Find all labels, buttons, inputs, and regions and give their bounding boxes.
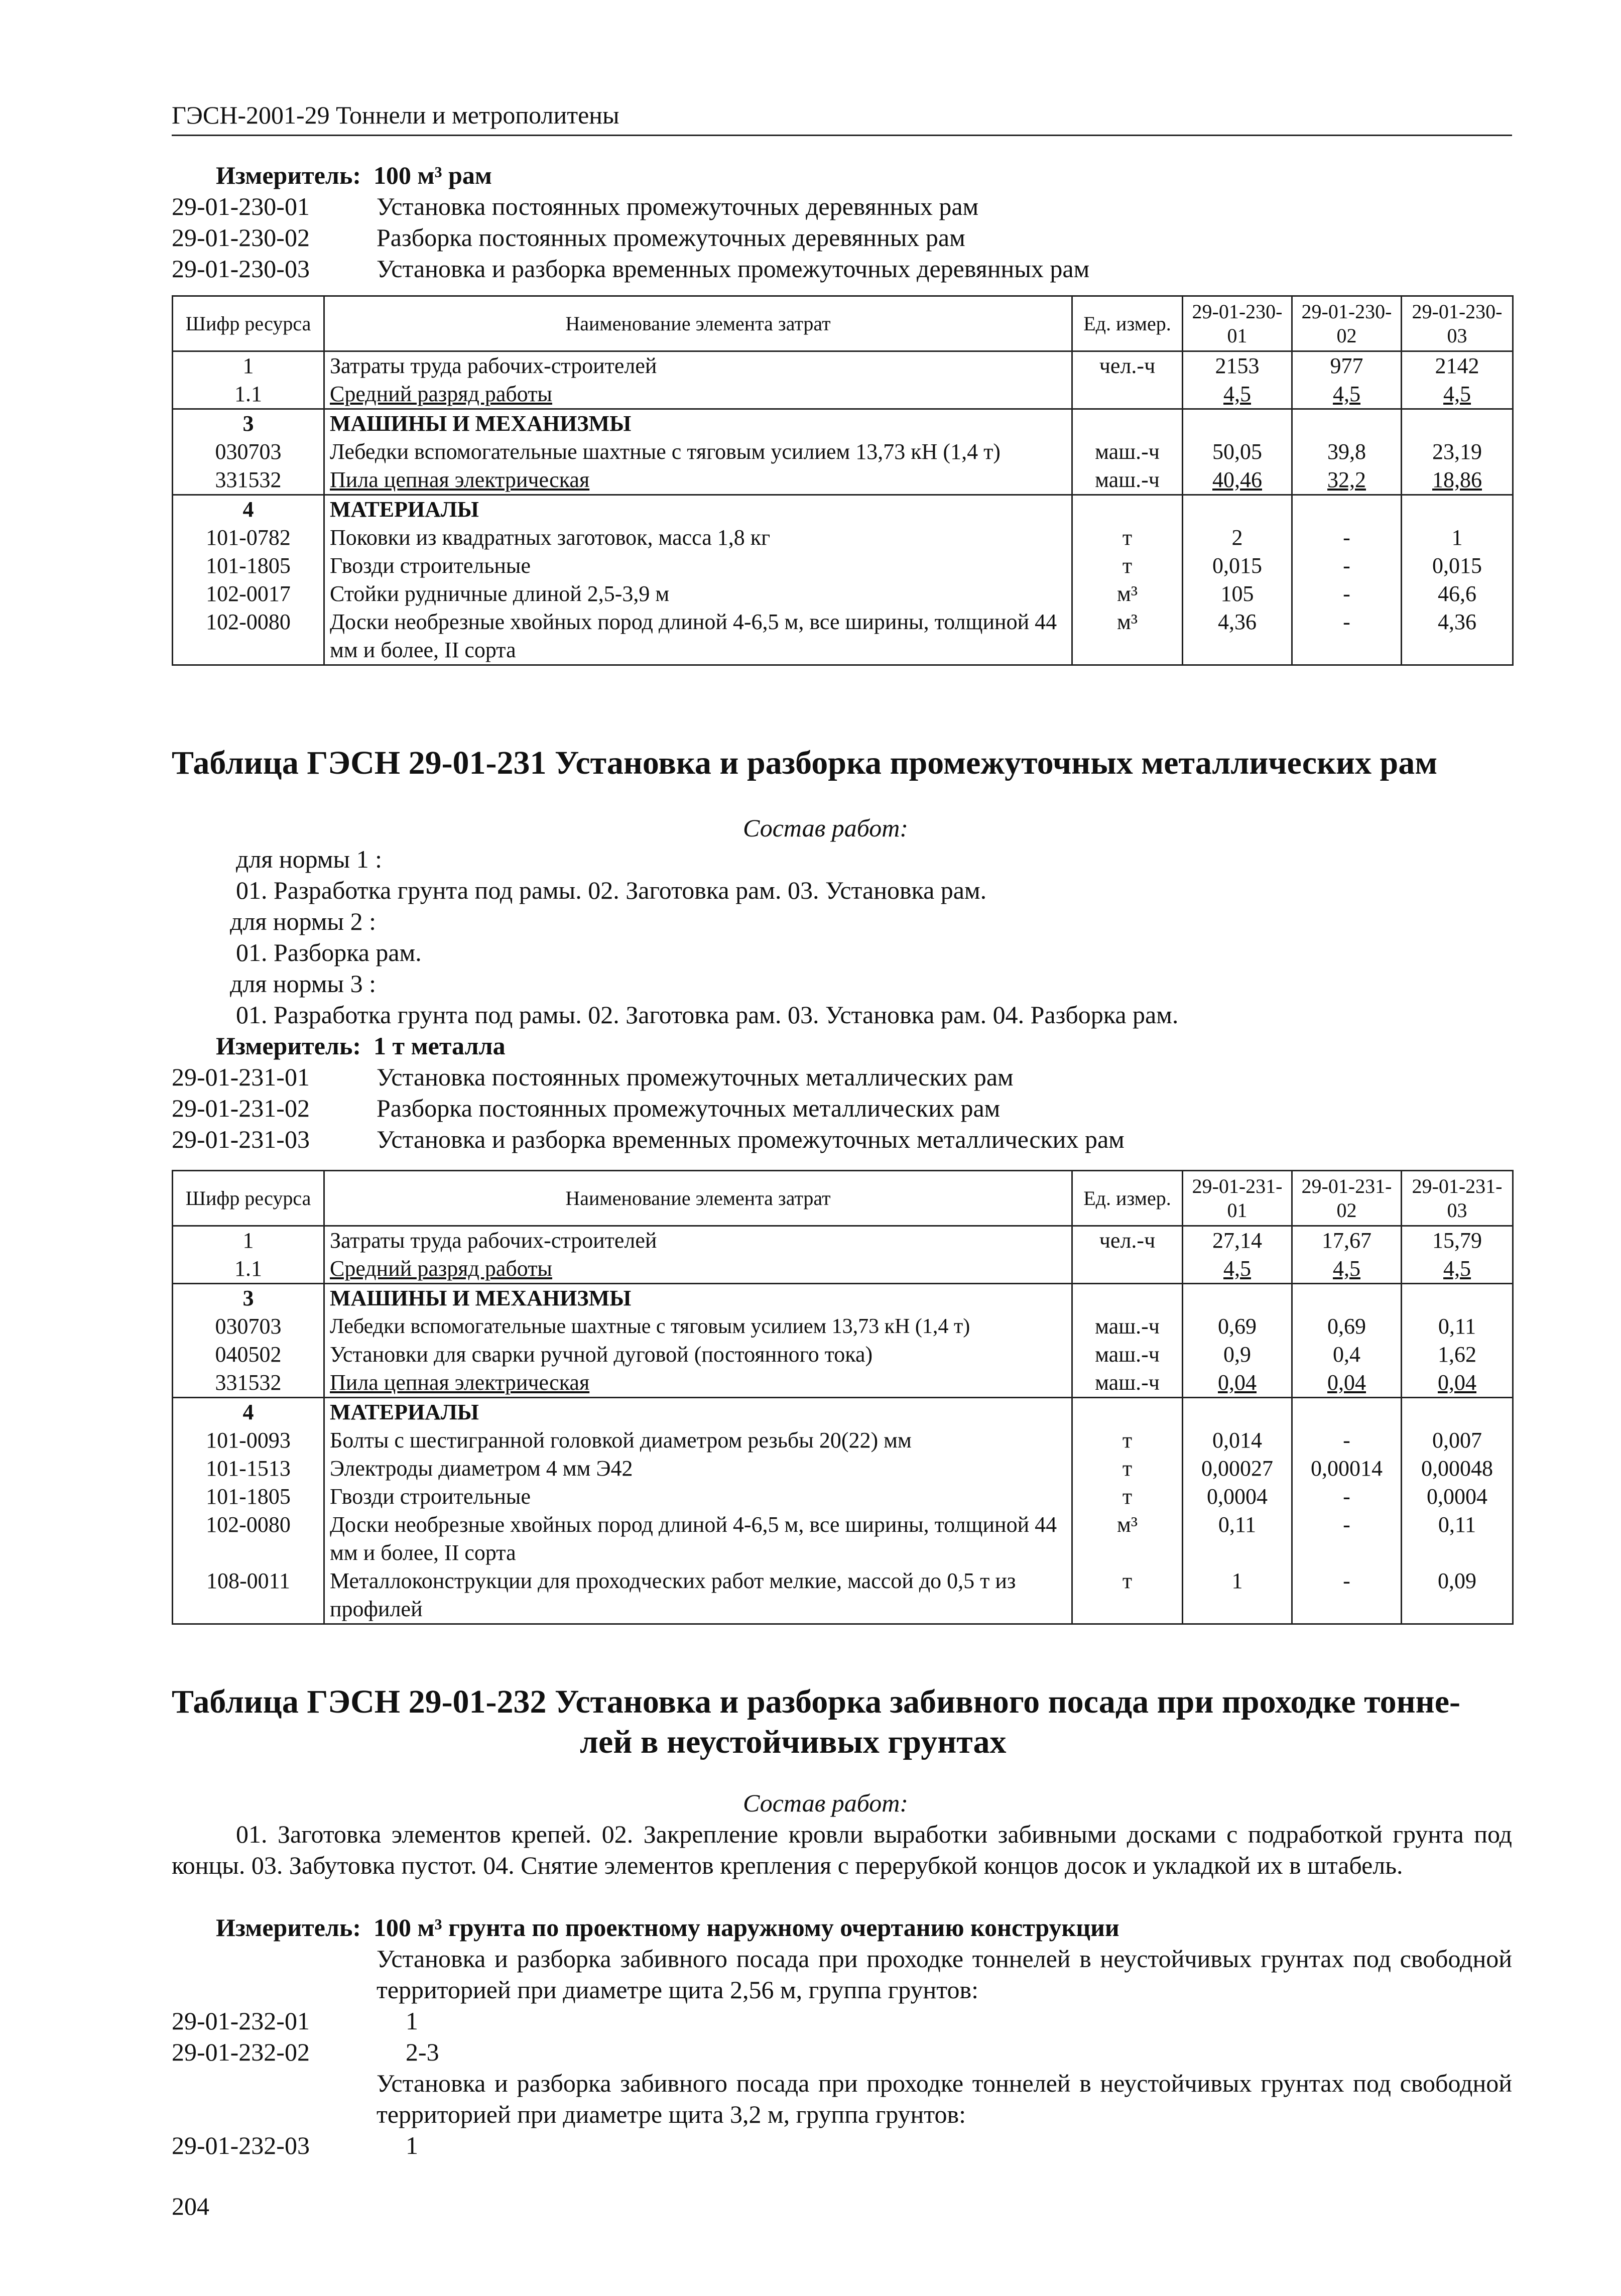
value-cell: - (1292, 1511, 1402, 1567)
resource-code: 102-0017 (173, 580, 324, 608)
resource-code: 101-0093 (173, 1426, 324, 1455)
header-cell: 29-01-231-02 (1292, 1171, 1402, 1226)
value-cell: 0,0004 (1402, 1483, 1513, 1511)
value-cell: 4,36 (1402, 608, 1513, 665)
value-cell: 17,67 (1292, 1226, 1402, 1255)
value-cell: 4,5 (1292, 380, 1402, 409)
running-header: ГЭСН-2001-29 Тоннели и метрополитены (172, 101, 619, 129)
value-cell: - (1292, 552, 1402, 580)
table-row (173, 1369, 1513, 1398)
resource-unit: т (1072, 524, 1183, 552)
header-cell: 29-01-231-01 (1183, 1171, 1292, 1226)
resource-name: Пила цепная электрическая (324, 466, 1072, 495)
value-cell: - (1292, 1567, 1402, 1624)
norm-text: 1 (406, 2007, 418, 2035)
header-cell: Шифр ресурса (173, 296, 324, 351)
value-cell: 0,015 (1402, 552, 1513, 580)
resource-code: 030703 (173, 1312, 324, 1341)
resource-unit: маш.-ч (1072, 466, 1183, 495)
value-cell: 977 (1292, 351, 1402, 381)
table-row (173, 552, 1513, 580)
table-row (173, 466, 1513, 495)
norm-text: Разборка постоянных промежуточных металлических рам (377, 1094, 1001, 1122)
value-cell (1402, 1284, 1513, 1313)
value-cell: 32,2 (1292, 466, 1402, 495)
group-description: Установка и разборка забивного посада при проходке тоннелей в неустойчивых грунтах под свободной территорией при диаметре щита 2,56 м, группа грунтов: (377, 1945, 1512, 2004)
resource-code: 331532 (173, 1369, 324, 1398)
norm-text: 2-3 (406, 2038, 439, 2066)
resource-unit (1072, 495, 1183, 524)
value-cell: 0,69 (1292, 1312, 1402, 1341)
section-heading: МАТЕРИАЛЫ (324, 495, 1072, 524)
value-cell: 0,4 (1292, 1341, 1402, 1369)
header-cell: 29-01-231-03 (1402, 1171, 1513, 1226)
value-cell: 0,00048 (1402, 1455, 1513, 1483)
value-cell: - (1292, 524, 1402, 552)
resource-name: Электроды диаметром 4 мм Э42 (324, 1455, 1072, 1483)
value-cell: 0,09 (1402, 1567, 1513, 1624)
value-cell (1183, 1284, 1292, 1313)
value-cell: 0,9 (1183, 1341, 1292, 1369)
resource-code: 1.1 (173, 1255, 324, 1284)
resource-table-231 (172, 1170, 1514, 1625)
norm-code: 29-01-231-02 (172, 1094, 310, 1122)
table-header-row (173, 1171, 1513, 1226)
resource-unit: т (1072, 1567, 1183, 1624)
value-cell: 0,00014 (1292, 1455, 1402, 1483)
resource-code: 4 (173, 495, 324, 524)
value-cell: 1,62 (1402, 1341, 1513, 1369)
value-cell: 18,86 (1402, 466, 1513, 495)
header-cell: Шифр ресурса (173, 1171, 324, 1226)
resource-code: 030703 (173, 438, 324, 466)
composition-text: 01. Заготовка элементов крепей. 02. Закрепление кровли выработки забивными досками с подработкой грунта под концы. 03. Забутовка пустот. 04. Снятие элементов крепления с перерубкой концов досок и укладкой их в штабель. (172, 1820, 1512, 1879)
header-cell: 29-01-230-03 (1402, 296, 1513, 351)
value-cell: - (1292, 580, 1402, 608)
page-number: 204 (172, 2192, 209, 2220)
resource-code: 101-1805 (173, 1483, 324, 1511)
resource-unit: т (1072, 1483, 1183, 1511)
value-cell: - (1292, 1483, 1402, 1511)
value-cell (1292, 1398, 1402, 1427)
resource-code: 1 (173, 351, 324, 381)
value-cell (1292, 1284, 1402, 1313)
resource-code: 102-0080 (173, 1511, 324, 1567)
resource-name: Металлоконструкции для проходческих работ мелкие, массой до 0,5 т из профилей (324, 1567, 1072, 1624)
header-cell: 29-01-230-01 (1183, 296, 1292, 351)
group-description: Установка и разборка забивного посада при проходке тоннелей в неустойчивых грунтах под свободной территорией при диаметре щита 3,2 м, группа грунтов: (377, 2069, 1512, 2128)
resource-table-230 (172, 295, 1514, 666)
value-cell (1183, 409, 1292, 438)
value-cell: 2153 (1183, 351, 1292, 381)
resource-name: Пила цепная электрическая (324, 1369, 1072, 1398)
composition-label: Состав работ: (743, 814, 909, 842)
value-cell: 46,6 (1402, 580, 1513, 608)
header-cell: Ед. измер. (1072, 296, 1183, 351)
section-heading: МАШИНЫ И МЕХАНИЗМЫ (324, 409, 1072, 438)
value-cell: 4,5 (1402, 1255, 1513, 1284)
norm-code: 29-01-231-03 (172, 1125, 310, 1153)
resource-name: Средний разряд работы (324, 1255, 1072, 1284)
resource-name: Доски необрезные хвойных пород длиной 4-6,5 м, все ширины, толщиной 44 мм и более, II сорта (324, 608, 1072, 665)
meter-line-230 (216, 160, 492, 191)
norm-code: 29-01-230-01 (172, 192, 310, 220)
resource-unit: м³ (1072, 580, 1183, 608)
meter-label: Измеритель: (216, 161, 361, 189)
norm-text: 1 (406, 2131, 418, 2159)
resource-code: 1 (173, 1226, 324, 1255)
value-cell: 23,19 (1402, 438, 1513, 466)
value-cell: 27,14 (1183, 1226, 1292, 1255)
table-title-232-cont: лей в неустойчивых грунтах (580, 1724, 1007, 1760)
resource-unit: т (1072, 552, 1183, 580)
resource-unit (1072, 1255, 1183, 1284)
table-row (173, 380, 1513, 409)
value-cell: 0,11 (1183, 1511, 1292, 1567)
meter-line-232 (216, 1912, 1119, 1943)
table-row (173, 524, 1513, 552)
value-cell: 0,04 (1183, 1369, 1292, 1398)
resource-name: Установки для сварки ручной дуговой (постоянного тока) (324, 1341, 1072, 1369)
resource-code: 108-0011 (173, 1567, 324, 1624)
value-cell: 105 (1183, 580, 1292, 608)
meter-label: Измеритель: (216, 1913, 361, 1942)
resource-unit (1072, 409, 1183, 438)
composition-line: для нормы 3 : (230, 970, 377, 998)
norm-text: Установка и разборка временных промежуточных деревянных рам (377, 255, 1090, 283)
value-cell (1292, 495, 1402, 524)
value-cell: 2142 (1402, 351, 1513, 381)
resource-code: 3 (173, 1284, 324, 1313)
resource-unit: т (1072, 1455, 1183, 1483)
table-row (173, 1511, 1513, 1567)
norm-code: 29-01-230-02 (172, 223, 310, 252)
resource-unit: м³ (1072, 608, 1183, 665)
norm-code: 29-01-230-03 (172, 255, 310, 283)
norm-text: Установка постоянных промежуточных металлических рам (377, 1063, 1014, 1091)
value-cell: 0,015 (1183, 552, 1292, 580)
norm-code: 29-01-232-02 (172, 2038, 310, 2066)
resource-unit: чел.-ч (1072, 351, 1183, 381)
value-cell: 50,05 (1183, 438, 1292, 466)
meter-line-231 (216, 1030, 506, 1061)
table-row (173, 438, 1513, 466)
table-row (173, 1567, 1513, 1624)
table-title-231: Таблица ГЭСН 29-01-231 Установка и разборка промежуточных металлических рам (172, 745, 1438, 781)
resource-unit (1072, 1284, 1183, 1313)
value-cell (1292, 409, 1402, 438)
resource-name: Затраты труда рабочих-строителей (324, 1226, 1072, 1255)
value-cell: 2 (1183, 524, 1292, 552)
table-row (173, 1455, 1513, 1483)
section-heading: МАШИНЫ И МЕХАНИЗМЫ (324, 1284, 1072, 1313)
header-cell: 29-01-230-02 (1292, 296, 1402, 351)
resource-code: 4 (173, 1398, 324, 1427)
value-cell: 0,04 (1292, 1369, 1402, 1398)
value-cell (1402, 495, 1513, 524)
resource-code: 1.1 (173, 380, 324, 409)
resource-name: Гвозди строительные (324, 552, 1072, 580)
resource-unit: м³ (1072, 1511, 1183, 1567)
resource-name: Доски необрезные хвойных пород длиной 4-6,5 м, все ширины, толщиной 44 мм и более, II сорта (324, 1511, 1072, 1567)
resource-name: Средний разряд работы (324, 380, 1072, 409)
resource-name: Лебедки вспомогательные шахтные с тяговым усилием 13,73 кН (1,4 т) (324, 1312, 1072, 1341)
resource-code: 3 (173, 409, 324, 438)
resource-code: 040502 (173, 1341, 324, 1369)
value-cell: 4,5 (1183, 380, 1292, 409)
resource-unit: маш.-ч (1072, 1312, 1183, 1341)
section-heading: МАТЕРИАЛЫ (324, 1398, 1072, 1427)
header-rule (172, 135, 1512, 136)
value-cell (1183, 1398, 1292, 1427)
value-cell: 1 (1183, 1567, 1292, 1624)
composition-label: Состав работ: (743, 1789, 909, 1817)
table-row (173, 1341, 1513, 1369)
table-row (173, 1226, 1513, 1255)
table-row (173, 1483, 1513, 1511)
table-row (173, 1398, 1513, 1427)
composition-line: 01. Разработка грунта под рамы. 02. Заготовка рам. 03. Установка рам. 04. Разборка рам. (236, 1001, 1179, 1029)
table-row (173, 409, 1513, 438)
table-row (173, 1255, 1513, 1284)
table-row (173, 1284, 1513, 1313)
norm-code: 29-01-232-03 (172, 2131, 310, 2159)
meter-value: 1 т металла (373, 1032, 506, 1060)
composition-line: 01. Разборка рам. (236, 938, 422, 966)
meter-label: Измеритель: (216, 1032, 361, 1060)
value-cell: 0,007 (1402, 1426, 1513, 1455)
table-row (173, 580, 1513, 608)
norm-text: Установка и разборка временных промежуточных металлических рам (377, 1125, 1125, 1153)
header-cell: Наименование элемента затрат (324, 296, 1072, 351)
resource-name: Затраты труда рабочих-строителей (324, 351, 1072, 381)
meter-value: 100 м³ грунта по проектному наружному очертанию конструкции (373, 1913, 1119, 1942)
resource-unit: маш.-ч (1072, 1369, 1183, 1398)
resource-name: Стойки рудничные длиной 2,5-3,9 м (324, 580, 1072, 608)
value-cell: 4,36 (1183, 608, 1292, 665)
norm-code: 29-01-231-01 (172, 1063, 310, 1091)
resource-unit: маш.-ч (1072, 1341, 1183, 1369)
resource-unit (1072, 380, 1183, 409)
resource-unit: маш.-ч (1072, 438, 1183, 466)
resource-unit: чел.-ч (1072, 1226, 1183, 1255)
table-row (173, 608, 1513, 665)
value-cell: 0,0004 (1183, 1483, 1292, 1511)
value-cell: - (1292, 1426, 1402, 1455)
value-cell: 0,04 (1402, 1369, 1513, 1398)
value-cell: 0,11 (1402, 1511, 1513, 1567)
resource-code: 101-1805 (173, 552, 324, 580)
header-cell: Ед. измер. (1072, 1171, 1183, 1226)
resource-name: Лебедки вспомогательные шахтные с тяговым усилием 13,73 кН (1,4 т) (324, 438, 1072, 466)
table-row (173, 1426, 1513, 1455)
composition-line: для нормы 1 : (236, 845, 383, 873)
norm-code: 29-01-232-01 (172, 2007, 310, 2035)
norm-text: Разборка постоянных промежуточных деревянных рам (377, 223, 965, 252)
value-cell: - (1292, 608, 1402, 665)
value-cell: 0,014 (1183, 1426, 1292, 1455)
value-cell: 4,5 (1402, 380, 1513, 409)
resource-name: Гвозди строительные (324, 1483, 1072, 1511)
table-row (173, 495, 1513, 524)
resource-name: Поковки из квадратных заготовок, масса 1,8 кг (324, 524, 1072, 552)
resource-code: 331532 (173, 466, 324, 495)
resource-unit (1072, 1398, 1183, 1427)
resource-code: 101-0782 (173, 524, 324, 552)
resource-code: 101-1513 (173, 1455, 324, 1483)
value-cell: 40,46 (1183, 466, 1292, 495)
value-cell (1402, 1398, 1513, 1427)
resource-unit: т (1072, 1426, 1183, 1455)
table-row (173, 351, 1513, 381)
table-header-row (173, 296, 1513, 351)
value-cell (1402, 409, 1513, 438)
table-row (173, 1312, 1513, 1341)
resource-code: 102-0080 (173, 608, 324, 665)
header-cell: Наименование элемента затрат (324, 1171, 1072, 1226)
value-cell: 4,5 (1292, 1255, 1402, 1284)
value-cell: 15,79 (1402, 1226, 1513, 1255)
norm-text: Установка постоянных промежуточных деревянных рам (377, 192, 979, 220)
value-cell: 4,5 (1183, 1255, 1292, 1284)
composition-line: для нормы 2 : (230, 907, 377, 935)
value-cell (1183, 495, 1292, 524)
value-cell: 1 (1402, 524, 1513, 552)
resource-name: Болты с шестигранной головкой диаметром резьбы 20(22) мм (324, 1426, 1072, 1455)
meter-value: 100 м³ рам (373, 161, 492, 189)
value-cell: 0,69 (1183, 1312, 1292, 1341)
value-cell: 39,8 (1292, 438, 1402, 466)
composition-line: 01. Разработка грунта под рамы. 02. Заготовка рам. 03. Установка рам. (236, 876, 987, 904)
value-cell: 0,00027 (1183, 1455, 1292, 1483)
value-cell: 0,11 (1402, 1312, 1513, 1341)
table-title-232: Таблица ГЭСН 29-01-232 Установка и разборка забивного посада при проходке тонне- (172, 1683, 1460, 1720)
